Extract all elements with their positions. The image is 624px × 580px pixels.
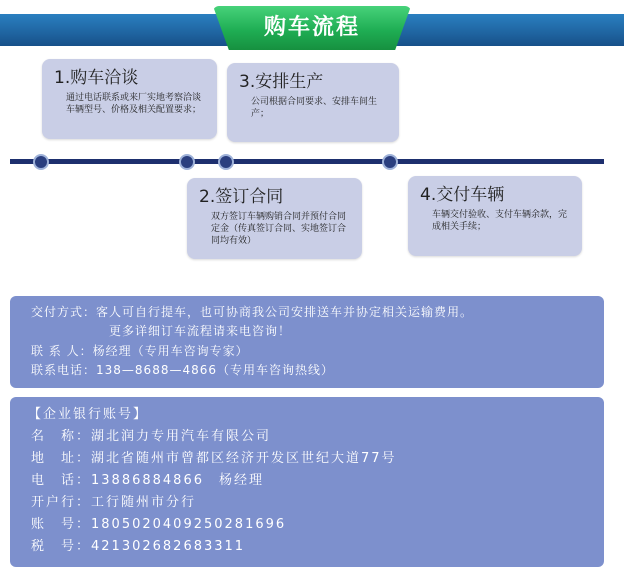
delivery-more: 更多详细订车流程请来电咨询！ bbox=[109, 324, 292, 338]
bank-name-label: 名 称： bbox=[31, 429, 92, 444]
step-desc: 双方签订车辆购销合同并预付合同定金（传真签订合同、实地签订合同均有效） bbox=[211, 212, 347, 246]
contact-value: 杨经理（专用车咨询专家） bbox=[92, 344, 249, 358]
step-desc: 通过电话联系或来厂实地考察洽谈车辆型号、价格及相关配置要求； bbox=[66, 93, 202, 115]
timeline-node-3 bbox=[218, 154, 234, 170]
step-card-2 bbox=[187, 178, 362, 259]
step-desc: 公司根据合同要求、安排车间生产； bbox=[251, 97, 378, 119]
step-card-1 bbox=[42, 59, 217, 139]
step-title: 1.购车洽谈 bbox=[54, 68, 139, 88]
timeline-node-4 bbox=[382, 154, 398, 170]
timeline-node-2 bbox=[179, 154, 195, 170]
bank-account-row bbox=[31, 517, 286, 533]
bank-heading: 【企业银行账号】 bbox=[28, 407, 149, 422]
delivery-mode bbox=[31, 304, 473, 320]
bank-address-label: 地 址： bbox=[31, 451, 92, 466]
step-card-4 bbox=[408, 176, 582, 256]
timeline-node-1 bbox=[33, 154, 49, 170]
bank-tel-row bbox=[31, 473, 264, 489]
bank-tel-value: 13886884866 杨经理 bbox=[91, 473, 264, 488]
bank-address-row bbox=[31, 451, 397, 467]
delivery-phone bbox=[31, 362, 334, 378]
bank-bank-value: 工行随州市分行 bbox=[91, 495, 197, 510]
phone-value: 138—8688—4866（专用车咨询热线） bbox=[96, 363, 334, 377]
bank-tel-label: 电 话： bbox=[31, 473, 92, 488]
bank-panel bbox=[10, 397, 604, 567]
timeline-line bbox=[10, 159, 604, 164]
step-desc: 车辆交付验收、支付车辆余款，完成相关手续； bbox=[432, 210, 568, 232]
step-title: 4.交付车辆 bbox=[420, 185, 505, 205]
bank-tax-label: 税 号： bbox=[31, 539, 92, 554]
bank-bank-label: 开户行： bbox=[31, 495, 92, 510]
delivery-mode-value: 客人可自行提车，也可协商我公司安排送车并协定相关运输费用。 bbox=[96, 305, 474, 319]
step-title: 2.签订合同 bbox=[199, 187, 284, 207]
bank-name-value: 湖北润力专用汽车有限公司 bbox=[91, 429, 272, 444]
bank-account-label: 账 号： bbox=[31, 517, 92, 532]
contact-label: 联 系 人： bbox=[31, 344, 93, 358]
bank-bank-row bbox=[31, 495, 196, 511]
bank-tax-value: 421302682683311 bbox=[91, 539, 246, 554]
bank-tax-row bbox=[31, 539, 245, 555]
bank-account-value: 1805020409250281696 bbox=[91, 517, 287, 532]
delivery-contact bbox=[31, 343, 249, 359]
bank-address-value: 湖北省随州市曾都区经济开发区世纪大道77号 bbox=[91, 451, 397, 466]
page-title: 购车流程 bbox=[263, 15, 360, 40]
delivery-mode-label: 交付方式： bbox=[31, 305, 97, 319]
delivery-panel bbox=[10, 296, 604, 388]
step-title: 3.安排生产 bbox=[239, 72, 324, 92]
step-card-3 bbox=[227, 63, 399, 142]
bank-name-row bbox=[31, 429, 271, 445]
phone-label: 联系电话： bbox=[31, 363, 97, 377]
